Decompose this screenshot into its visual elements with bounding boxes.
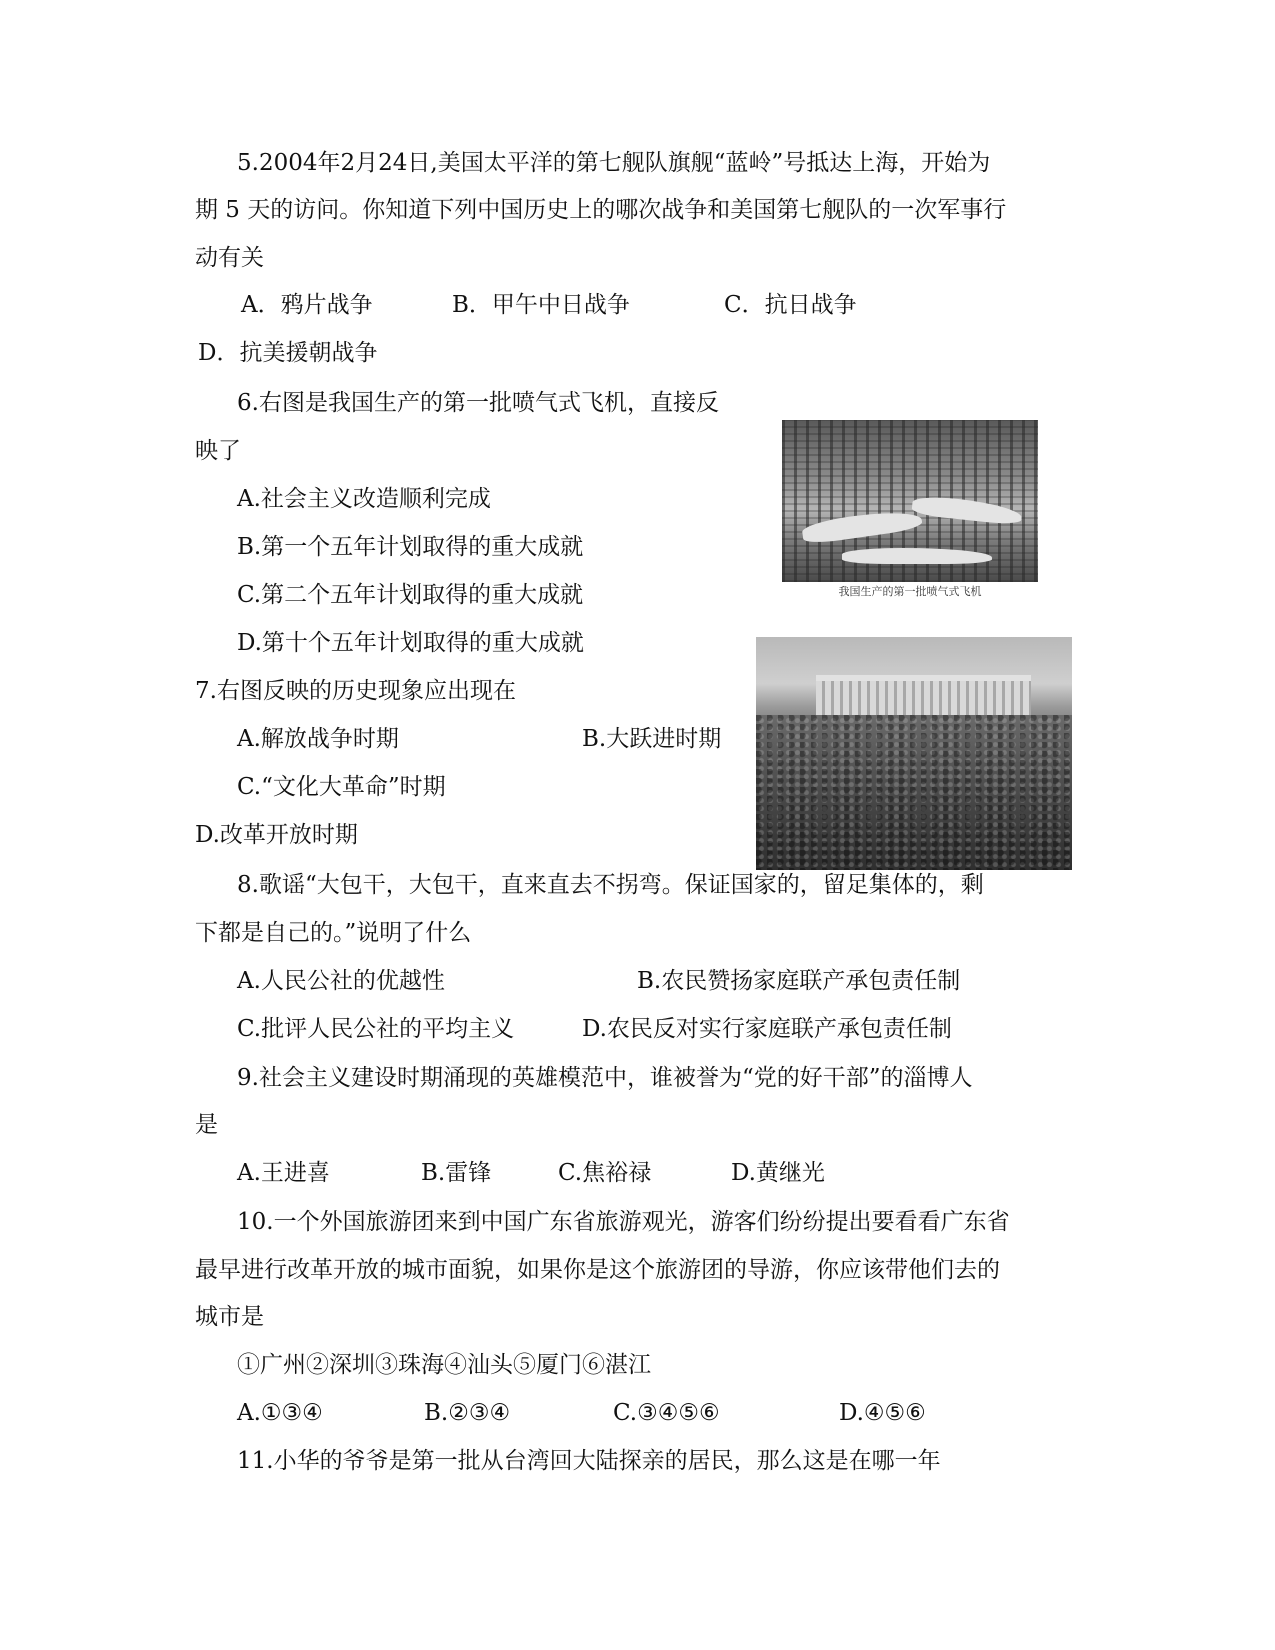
q5-option-a: A．鸦片战争 — [241, 292, 373, 318]
q7-stem-line-1: 7.右图反映的历史现象应出现在 — [195, 678, 516, 704]
jet-aircraft-photo — [782, 420, 1038, 582]
q10-stem-line-3: 城市是 — [195, 1304, 264, 1330]
q6-stem-line-1: 6.右图是我国生产的第一批喷气式飞机，直接反 — [237, 390, 719, 416]
q8-stem-line-2: 下都是自己的。”说明了什么 — [195, 920, 472, 946]
q7-option-d: D.改革开放时期 — [195, 822, 358, 848]
q5-option-b: B．甲午中日战争 — [452, 292, 630, 318]
jet-photo-caption: 我国生产的第一批喷气式飞机 — [838, 585, 982, 598]
crowd-area — [756, 715, 1072, 870]
q5-stem-line-1: 5.2004年2月24日,美国太平洋的第七舰队旗舰“蓝岭”号抵达上海，开始为 — [237, 150, 991, 176]
rally-crowd-photo — [756, 637, 1072, 870]
q5-stem-line-2: 期 5 天的访问。你知道下列中国历史上的哪次战争和美国第七舰队的一次军事行 — [195, 197, 1007, 223]
q7-option-c: C.“文化大革命”时期 — [237, 774, 446, 800]
q7-option-b: B.大跃进时期 — [582, 726, 722, 752]
q8-option-b: B.农民赞扬家庭联产承包责任制 — [637, 968, 961, 994]
q9-stem-line-1: 9.社会主义建设时期涌现的英雄模范中，谁被誉为“党的好干部”的淄博人 — [237, 1065, 973, 1091]
q6-option-c: C.第二个五年计划取得的重大成就 — [237, 582, 584, 608]
q9-option-c: C.焦裕禄 — [558, 1160, 652, 1186]
q9-option-b: B.雷锋 — [421, 1160, 492, 1186]
q9-stem-line-2: 是 — [195, 1112, 218, 1138]
q9-option-d: D.黄继光 — [731, 1160, 825, 1186]
q10-option-a: A.①③④ — [237, 1400, 323, 1426]
q11-stem-line-1: 11.小华的爷爷是第一批从台湾回大陆探亲的居民，那么这是在哪一年 — [237, 1448, 941, 1474]
q6-option-d: D.第十个五年计划取得的重大成就 — [237, 630, 584, 656]
q6-stem-line-2: 映了 — [195, 438, 241, 464]
q10-stem-line-2: 最早进行改革开放的城市面貌，如果你是这个旅游团的导游，你应该带他们去的 — [195, 1257, 1000, 1283]
q6-option-b: B.第一个五年计划取得的重大成就 — [237, 534, 584, 560]
q9-option-a: A.王进喜 — [237, 1160, 330, 1186]
q8-option-a: A.人民公社的优越性 — [237, 968, 445, 994]
q5-stem-line-3: 动有关 — [195, 245, 264, 271]
q10-city-list: ①广州②深圳③珠海④汕头⑤厦门⑥湛江 — [237, 1352, 651, 1378]
jet-shape — [801, 507, 923, 545]
q7-option-a: A.解放战争时期 — [237, 726, 399, 752]
q8-option-d: D.农民反对实行家庭联产承包责任制 — [582, 1016, 952, 1042]
q5-option-c: C．抗日战争 — [724, 292, 857, 318]
q8-option-c: C.批评人民公社的平均主义 — [237, 1016, 515, 1042]
q10-option-b: B.②③④ — [424, 1400, 511, 1426]
q6-option-a: A.社会主义改造顺利完成 — [237, 486, 491, 512]
q8-stem-line-1: 8.歌谣“大包干，大包干，直来直去不拐弯。保证国家的，留足集体的，剩 — [237, 872, 984, 898]
q10-option-c: C.③④⑤⑥ — [613, 1400, 720, 1426]
q10-option-d: D.④⑤⑥ — [839, 1400, 926, 1426]
jet-shape — [842, 548, 992, 564]
q10-stem-line-1: 10.一个外国旅游团来到中国广东省旅游观光，游客们纷纷提出要看看广东省 — [237, 1209, 1010, 1235]
jet-shape — [911, 494, 1022, 525]
q5-option-d: D．抗美援朝战争 — [198, 340, 378, 366]
